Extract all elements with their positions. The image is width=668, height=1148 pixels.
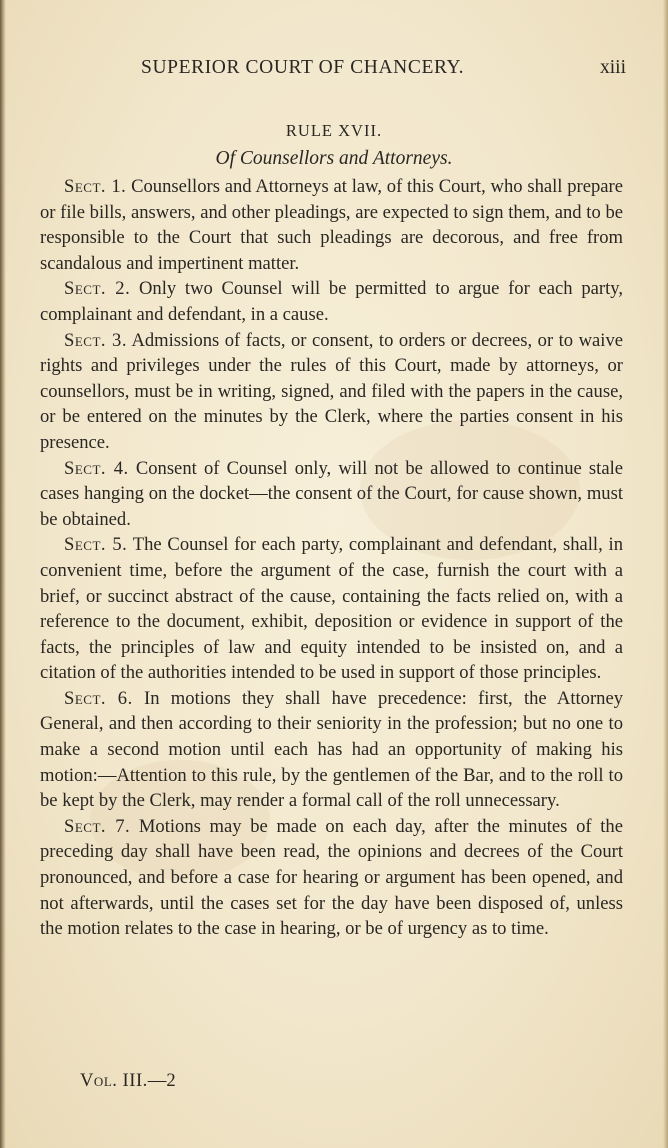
section-paragraph <box>40 456 623 533</box>
signature-mark <box>80 1068 176 1093</box>
running-head <box>40 56 626 84</box>
running-head-title: SUPERIOR COURT OF CHANCERY. <box>141 57 465 78</box>
section-text: Motions may be made on each day, after the minutes of the preceding day shall have been read, the opinions and decrees of the Court pronounced, and before a case for hearing or argument has been opened, and not afterwards, until the cases set for the day have been disposed of, unless the motion relates to the case in hearing, or be of urgency as to time. <box>40 815 623 940</box>
section-text: Counsellors and Attorneys at law, of this Court, who shall prepare or file bills, answers, and other pleadings, are expected to sign them, and to be responsible to the Court that such pleadings are decorous, and free from scandalous and impertinent matter. <box>40 176 623 274</box>
section-paragraph <box>40 532 623 686</box>
section-label: Sect. 5. <box>64 534 128 556</box>
rule-heading: RULE XVII. <box>285 121 383 140</box>
section-label: Sect. 2. <box>64 278 131 300</box>
section-text: Consent of Counsel only, will not be allowed to continue stale cases hanging on the docket—the consent of the Court, for cause shown, must be obtained. <box>40 457 623 530</box>
signature-number: —2 <box>147 1070 176 1091</box>
section-label: Sect. 7. <box>64 815 131 837</box>
section-paragraph <box>40 174 623 276</box>
signature-volume: Vol. III. <box>80 1070 148 1091</box>
section-text: The Counsel for each party, complainant and defendant, shall, in convenient time, before the argument of the case, furnish the court with a brief, or succinct abstract of the cause, containing the facts relied on, with a reference to the document, exhibit, deposition or evidence in support of the facts, the principles of law and equity intended to be insisted on, and a citation of the authorities intended to be used in support of those principles. <box>40 534 623 684</box>
section-paragraph <box>40 276 623 327</box>
section-text: In motions they shall have precedence: first, the Attorney General, and then according to their seniority in the profession; but no one to make a second motion until each has had an opportunity of making his motion:—Attention to this rule, by the gentlemen of the Bar, and to the roll to be kept by the Clerk, may render a formal call of the roll unnecessary. <box>40 687 623 812</box>
section-paragraph <box>40 814 623 942</box>
section-label: Sect. 1. <box>64 176 127 197</box>
rule-body <box>40 174 623 942</box>
section-label: Sect. 4. <box>64 457 129 479</box>
section-text: Only two Counsel will be permitted to argue for each party, complainant and defendant, in a cause. <box>40 278 623 325</box>
page-binding-edge <box>0 0 6 1148</box>
section-label: Sect. 3. <box>64 329 127 351</box>
page-outer-edge <box>663 0 668 1148</box>
page-number: xiii <box>599 57 626 78</box>
rule-subtitle: Of Counsellors and Attorneys. <box>215 148 453 169</box>
section-paragraph <box>40 328 623 456</box>
section-label: Sect. 6. <box>64 687 133 709</box>
section-text: Admissions of facts, or consent, to orders or decrees, or to waive rights and privileges under the rules of this Court, made by attorneys, or counsellors, must be in writing, signed, and filed with the papers in the cause, or be entered on the minutes by the Clerk, where the parties consent in his presence. <box>40 329 623 453</box>
section-paragraph <box>40 686 623 814</box>
